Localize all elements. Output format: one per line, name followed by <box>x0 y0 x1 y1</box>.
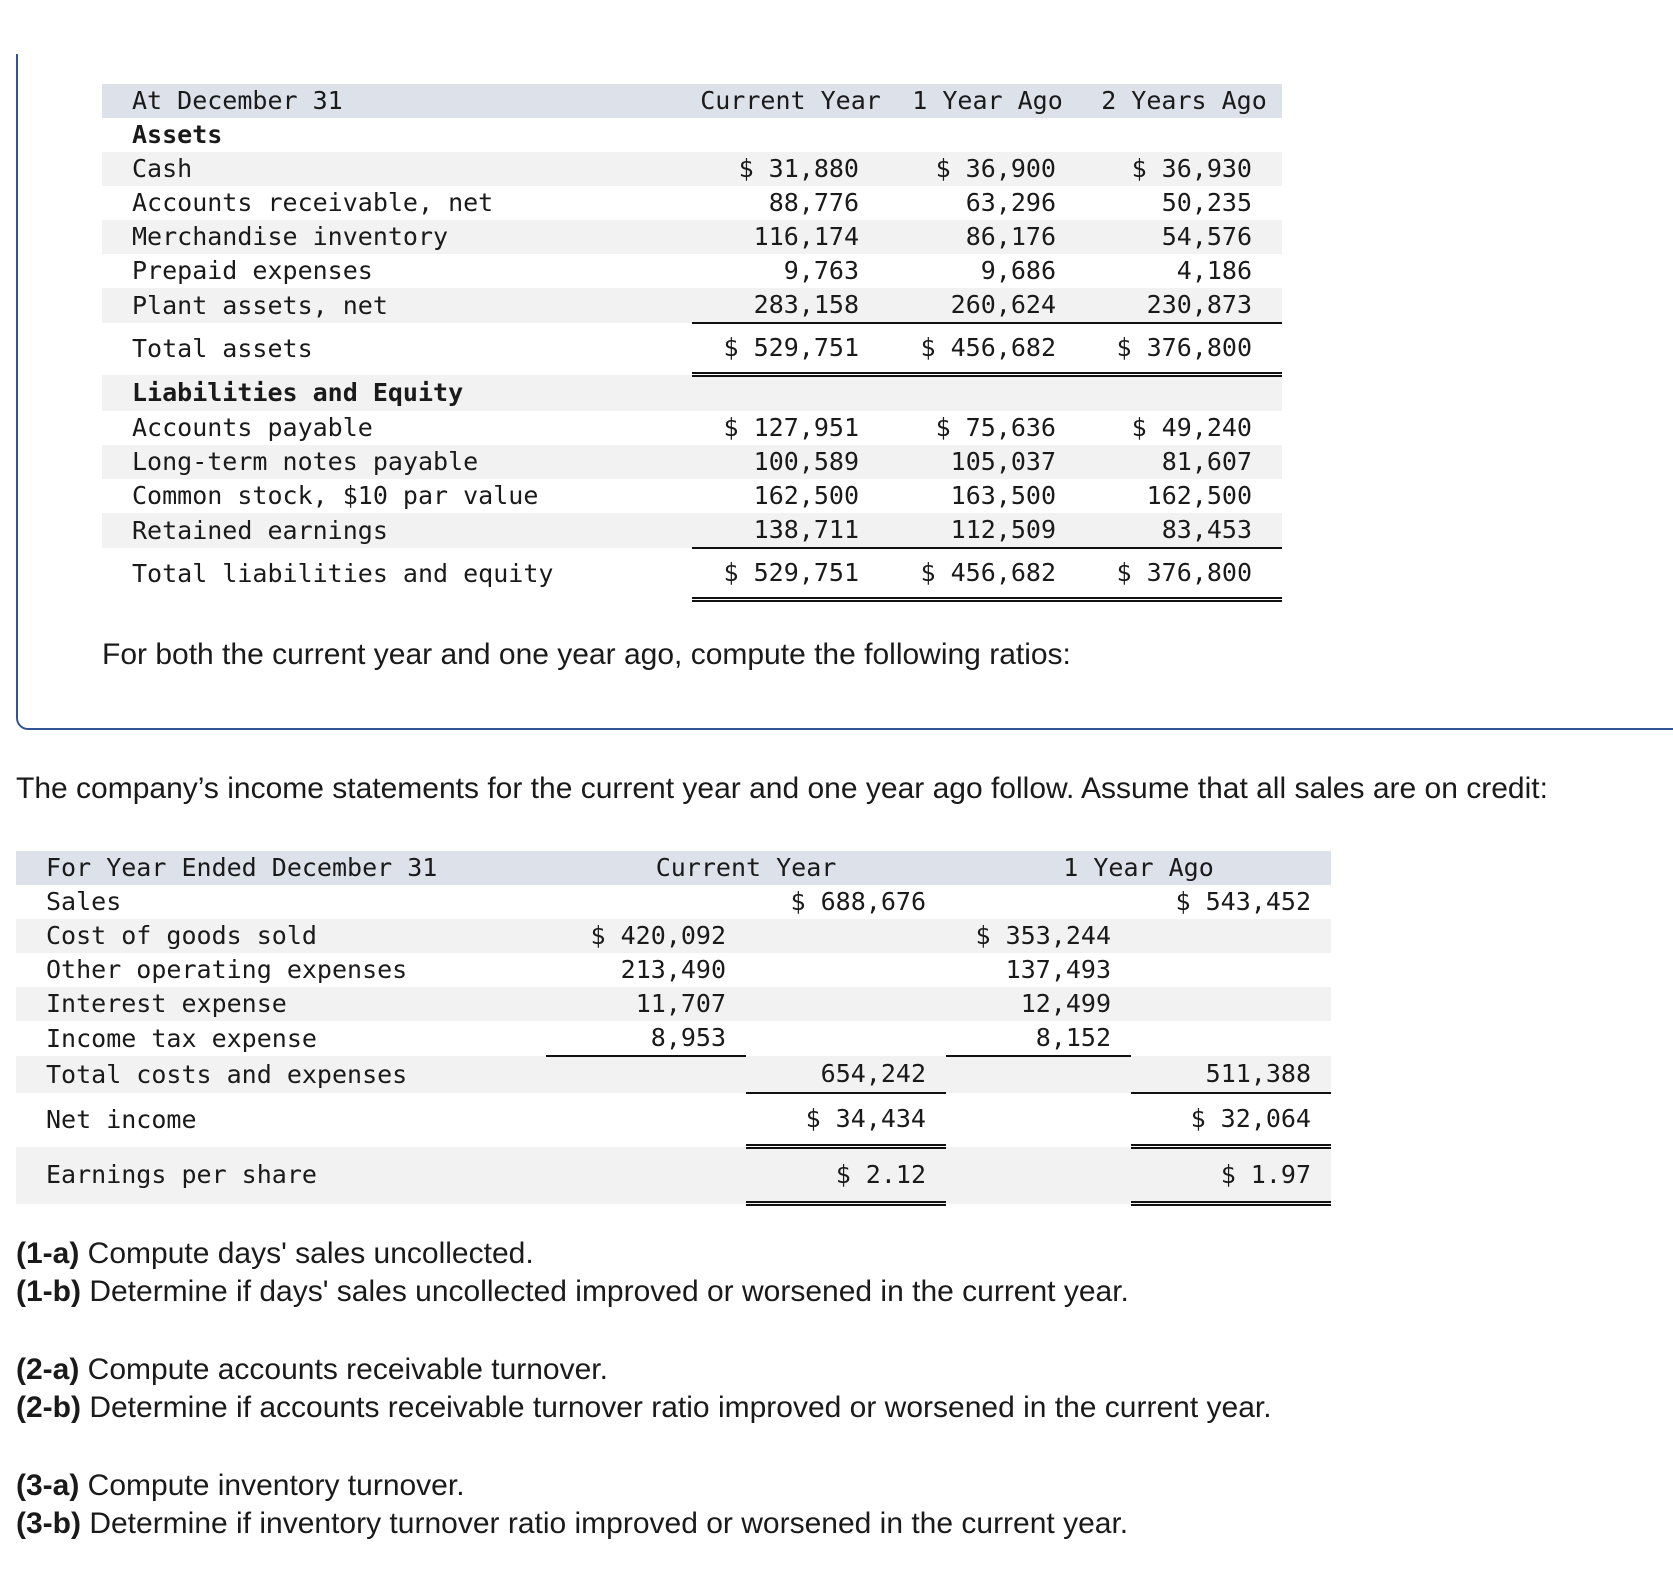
income-statement-intro: The company’s income statements for the current year and one year ago follow. Assume that all sales are on credit: <box>16 772 1548 805</box>
header-label: For Year Ended December 31 <box>16 851 546 885</box>
row-label: Total costs and expenses <box>16 1056 546 1093</box>
cell-value: $ 49,240 <box>1131 413 1252 442</box>
cell-value: $ 32,064 <box>1131 1093 1331 1147</box>
question-tag: (2-a) <box>16 1353 80 1386</box>
question-2b <box>16 1389 1272 1427</box>
total-liabilities-row <box>102 548 1282 600</box>
assets-heading-row <box>102 118 1282 152</box>
question-tag: (3-a) <box>16 1469 80 1502</box>
table-row <box>102 411 1282 445</box>
cell-value: $ 529,751 <box>692 548 889 600</box>
cell-value: 12,499 <box>946 987 1131 1021</box>
table-row <box>102 479 1282 513</box>
cell-value: $ 456,682 <box>889 323 1086 375</box>
table-row <box>102 445 1282 479</box>
cell-value: $ 353,244 <box>946 919 1131 953</box>
row-label: Common stock, $10 par value <box>132 481 539 510</box>
row-label: Earnings per share <box>16 1147 546 1204</box>
cell-value: $ 529,751 <box>692 323 889 375</box>
row-label: Interest expense <box>16 987 546 1021</box>
question-1a <box>16 1235 534 1273</box>
question-tag: (3-b) <box>16 1507 81 1540</box>
cell-value: $ 127,951 <box>723 413 859 442</box>
question-text: Compute inventory turnover. <box>79 1469 465 1502</box>
row-label: Total liabilities and equity <box>132 558 554 588</box>
row-label: Net income <box>46 1104 197 1134</box>
sales-row <box>16 885 1331 919</box>
row-label: Other operating expenses <box>46 955 408 984</box>
cell-value: $ 456,682 <box>889 548 1086 600</box>
table-row <box>102 288 1282 323</box>
cell-value: $ 75,636 <box>935 413 1056 442</box>
table-row <box>102 220 1282 254</box>
cell-value: $ 420,092 <box>546 919 746 953</box>
cell-value: 260,624 <box>889 288 1086 323</box>
question-text: Determine if inventory turnover ratio improved or worsened in the current year. <box>80 1507 1129 1540</box>
cell-value: $ 2.12 <box>746 1147 946 1204</box>
question-tag: (1-a) <box>16 1237 80 1270</box>
header-2-years-ago: 2 Years Ago <box>1086 84 1282 118</box>
table-row <box>102 186 1282 220</box>
cell-value: 138,711 <box>692 513 889 548</box>
header-current-year: Current Year <box>546 851 946 885</box>
header-current-year: Current Year <box>692 84 889 118</box>
question-3a <box>16 1467 465 1505</box>
question-tag: (1-b) <box>16 1275 81 1308</box>
cell-value: 230,873 <box>1086 288 1282 323</box>
question-1b <box>16 1273 1129 1311</box>
net-income-row <box>16 1093 1331 1147</box>
row-label: Accounts payable <box>132 413 373 442</box>
cell-value: 162,500 <box>753 481 859 510</box>
row-label: Income tax expense <box>46 1023 317 1053</box>
cell-value: 283,158 <box>692 288 889 323</box>
question-2a <box>16 1351 608 1389</box>
total-costs-row <box>16 1056 1331 1093</box>
cell-value: 162,500 <box>1146 481 1252 510</box>
cell-value: $ 36,930 <box>1086 152 1282 186</box>
question-3b <box>16 1505 1128 1543</box>
question-tag: (2-b) <box>16 1391 81 1424</box>
cell-value: 11,707 <box>546 987 746 1021</box>
header-label: At December 31 <box>102 84 692 118</box>
cell-value: $ 1.97 <box>1131 1147 1331 1204</box>
assets-heading: Assets <box>132 120 223 149</box>
cell-value: 105,037 <box>889 445 1086 479</box>
cell-value: $ 688,676 <box>790 887 926 916</box>
cell-value: 83,453 <box>1086 513 1282 548</box>
cell-value: 116,174 <box>692 220 889 254</box>
cell-value: 112,509 <box>889 513 1086 548</box>
row-label: Prepaid expenses <box>132 256 373 285</box>
cell-value: 213,490 <box>620 955 726 984</box>
cell-value: 511,388 <box>1131 1056 1331 1093</box>
header-1-year-ago: 1 Year Ago <box>889 84 1086 118</box>
table-row <box>102 152 1282 186</box>
cell-value: 9,686 <box>980 256 1056 285</box>
cell-value: 8,953 <box>546 1021 746 1056</box>
row-label: Plant assets, net <box>102 288 692 323</box>
question-text: Compute days' sales uncollected. <box>79 1237 534 1270</box>
cell-value: $ 376,800 <box>1086 548 1282 600</box>
cell-value: $ 543,452 <box>1175 887 1311 916</box>
eps-row <box>16 1147 1331 1204</box>
table-row <box>102 254 1282 288</box>
cell-value: 88,776 <box>768 188 859 217</box>
row-label: Long-term notes payable <box>102 445 692 479</box>
cell-value: $ 376,800 <box>1086 323 1282 375</box>
row-label: Sales <box>46 887 122 916</box>
table-row <box>16 953 1331 987</box>
cell-value: $ 31,880 <box>692 152 889 186</box>
cell-value: 50,235 <box>1161 188 1252 217</box>
row-label: Accounts receivable, net <box>132 188 494 217</box>
header-1-year-ago: 1 Year Ago <box>946 851 1331 885</box>
table-row <box>16 1021 1331 1056</box>
question-text: Determine if days' sales uncollected improved or worsened in the current year. <box>80 1275 1129 1308</box>
table-row <box>16 987 1331 1021</box>
question-text: Determine if accounts receivable turnover ratio improved or worsened in the current year. <box>80 1391 1272 1424</box>
total-assets-row <box>102 323 1282 375</box>
cell-value: 4,186 <box>1176 256 1252 285</box>
cell-value: 54,576 <box>1086 220 1282 254</box>
cell-value: 63,296 <box>965 188 1056 217</box>
cell-value: $ 36,900 <box>889 152 1086 186</box>
row-label: Cash <box>102 152 692 186</box>
row-label: Total assets <box>132 333 313 363</box>
cell-value: 100,589 <box>692 445 889 479</box>
liabilities-heading: Liabilities and Equity <box>102 375 692 412</box>
income-statement-header <box>16 851 1331 885</box>
cell-value: 654,242 <box>746 1056 946 1093</box>
row-label: Retained earnings <box>102 513 692 548</box>
cell-value: 137,493 <box>1005 955 1111 984</box>
cell-value: 86,176 <box>889 220 1086 254</box>
income-statement-table <box>16 851 1331 1206</box>
row-label: Cost of goods sold <box>16 919 546 953</box>
cell-value: 8,152 <box>946 1021 1131 1056</box>
cell-value: 163,500 <box>950 481 1056 510</box>
row-label: Merchandise inventory <box>102 220 692 254</box>
cell-value: $ 34,434 <box>746 1093 946 1147</box>
question-text: Compute accounts receivable turnover. <box>79 1353 608 1386</box>
ratio-prompt: For both the current year and one year ago, compute the following ratios: <box>102 638 1071 671</box>
table-row <box>16 919 1331 953</box>
table-row <box>102 513 1282 548</box>
cell-value: 9,763 <box>783 256 859 285</box>
liabilities-heading-row <box>102 375 1282 412</box>
cell-value: 81,607 <box>1086 445 1282 479</box>
balance-sheet-table <box>102 84 1282 602</box>
balance-sheet-header <box>102 84 1282 118</box>
